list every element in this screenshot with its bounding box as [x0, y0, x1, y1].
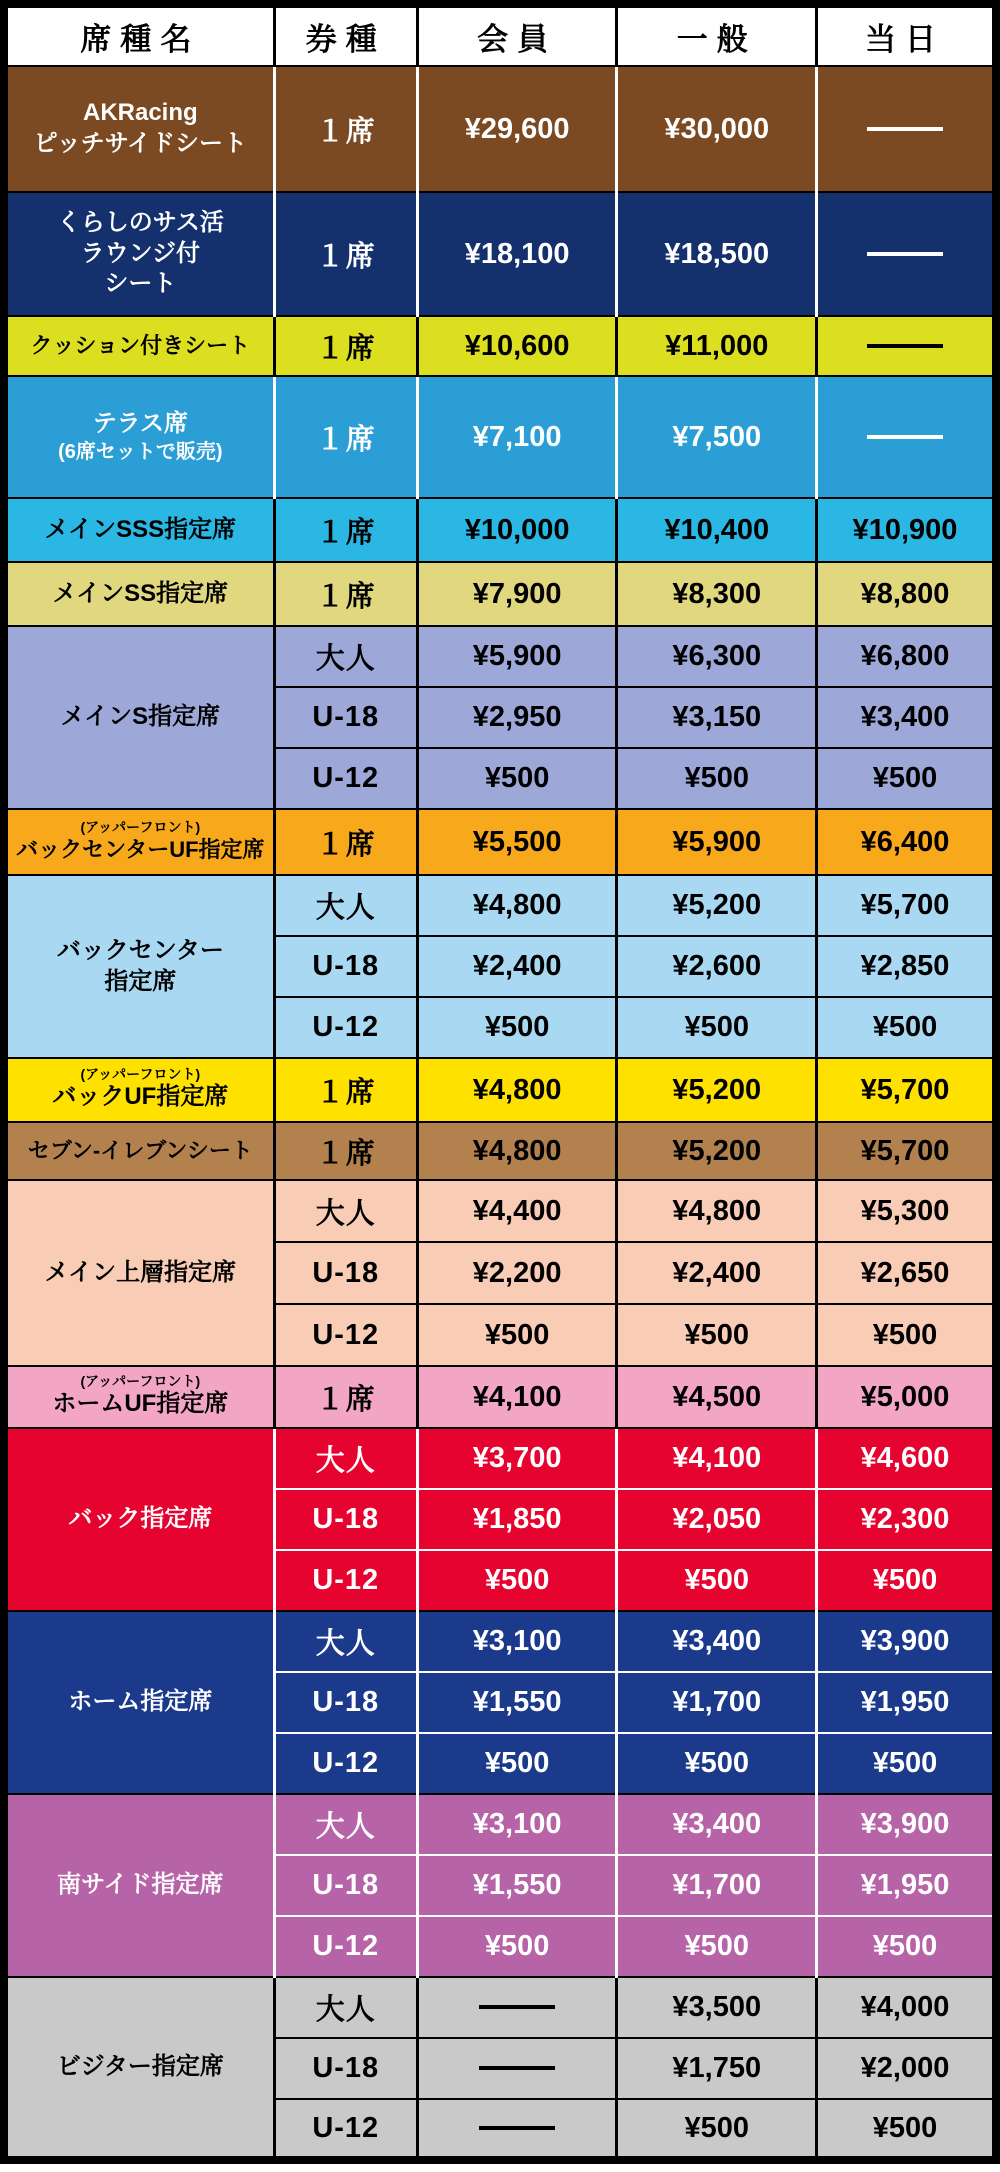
- sameday-price-cell: ¥5,700: [817, 1058, 996, 1122]
- seat-name-cell: [4, 809, 274, 875]
- member-price-cell: ¥3,100: [417, 1611, 617, 1672]
- general-price-cell: ¥500: [617, 1550, 817, 1611]
- member-price-cell: ¥500: [417, 748, 617, 809]
- general-price-cell: ¥4,800: [617, 1180, 817, 1242]
- seat-name-line: 指定席: [104, 967, 177, 995]
- general-price-cell: ¥18,500: [617, 192, 817, 316]
- member-price-cell: [417, 2099, 617, 2160]
- ticket-type-cell: U-18: [274, 1242, 417, 1304]
- sameday-price-cell: ¥2,650: [817, 1242, 996, 1304]
- ticket-type-cell: U-12: [274, 1550, 417, 1611]
- sameday-price-cell: ¥5,000: [817, 1366, 996, 1428]
- general-price-cell: ¥3,400: [617, 1611, 817, 1672]
- col-header-general: 一般: [617, 4, 817, 66]
- seat-name-line: バックセンター: [56, 936, 224, 964]
- seat-name-line: ホームUF指定席: [52, 1390, 229, 1418]
- sameday-price-cell: [817, 376, 996, 498]
- table-row: [4, 562, 996, 626]
- general-price-cell: ¥500: [617, 1916, 817, 1977]
- seat-name-line: メインS指定席: [60, 703, 221, 731]
- table-row: [4, 1180, 996, 1242]
- seat-name-cell: [4, 1180, 274, 1366]
- seat-name-cell: [4, 1611, 274, 1794]
- general-price-cell: ¥1,700: [617, 1855, 817, 1916]
- seat-name-superscript: (アッパーフロント): [80, 819, 201, 836]
- table-row: [4, 626, 996, 687]
- member-price-cell: ¥3,100: [417, 1794, 617, 1855]
- table-row: [4, 1794, 996, 1855]
- member-price-cell: ¥2,950: [417, 687, 617, 748]
- seat-name-cell: [4, 1977, 274, 2160]
- member-price-cell: ¥7,900: [417, 562, 617, 626]
- seat-name-cell: [4, 1794, 274, 1977]
- ticket-type-cell: １席: [274, 1366, 417, 1428]
- sameday-price-cell: ¥2,850: [817, 936, 996, 997]
- member-price-cell: ¥500: [417, 997, 617, 1058]
- ticket-type-cell: 大人: [274, 626, 417, 687]
- not-on-sale-dash: [479, 2126, 555, 2130]
- ticket-type-cell: １席: [274, 562, 417, 626]
- not-on-sale-dash: [867, 435, 943, 439]
- general-price-cell: ¥500: [617, 1304, 817, 1366]
- member-price-cell: ¥1,850: [417, 1489, 617, 1550]
- member-price-cell: [417, 1977, 617, 2038]
- sameday-price-cell: [817, 66, 996, 192]
- member-price-cell: ¥5,900: [417, 626, 617, 687]
- not-on-sale-dash: [867, 252, 943, 256]
- seat-name-line: ホーム指定席: [68, 1688, 213, 1716]
- general-price-cell: ¥8,300: [617, 562, 817, 626]
- ticket-type-cell: 大人: [274, 1428, 417, 1489]
- member-price-cell: ¥5,500: [417, 809, 617, 875]
- general-price-cell: ¥30,000: [617, 66, 817, 192]
- member-price-cell: ¥18,100: [417, 192, 617, 316]
- member-price-cell: ¥4,400: [417, 1180, 617, 1242]
- table-row: [4, 875, 996, 936]
- sameday-price-cell: ¥4,600: [817, 1428, 996, 1489]
- general-price-cell: ¥500: [617, 1733, 817, 1794]
- ticket-type-cell: U-18: [274, 687, 417, 748]
- member-price-cell: ¥2,400: [417, 936, 617, 997]
- sameday-price-cell: ¥3,900: [817, 1794, 996, 1855]
- seat-name-line: 南サイド指定席: [57, 1871, 224, 1899]
- general-price-cell: ¥500: [617, 748, 817, 809]
- sameday-price-cell: ¥500: [817, 1550, 996, 1611]
- general-price-cell: ¥500: [617, 997, 817, 1058]
- general-price-cell: ¥5,200: [617, 875, 817, 936]
- member-price-cell: ¥4,100: [417, 1366, 617, 1428]
- sameday-price-cell: ¥1,950: [817, 1672, 996, 1733]
- ticket-type-cell: １席: [274, 316, 417, 376]
- ticket-type-cell: U-18: [274, 936, 417, 997]
- ticket-type-cell: １席: [274, 66, 417, 192]
- general-price-cell: ¥500: [617, 2099, 817, 2160]
- seat-name-line: クッション付きシート: [30, 332, 251, 358]
- table-row: [4, 1977, 996, 2038]
- sameday-price-cell: ¥10,900: [817, 498, 996, 562]
- member-price-cell: ¥10,600: [417, 316, 617, 376]
- not-on-sale-dash: [479, 2066, 555, 2070]
- seat-name-line: バックセンターUF指定席: [16, 836, 265, 862]
- general-price-cell: ¥5,200: [617, 1122, 817, 1180]
- ticket-type-cell: １席: [274, 498, 417, 562]
- seat-name-line: メインSS指定席: [52, 579, 229, 607]
- member-price-cell: ¥10,000: [417, 498, 617, 562]
- general-price-cell: ¥2,050: [617, 1489, 817, 1550]
- general-price-cell: ¥2,400: [617, 1242, 817, 1304]
- not-on-sale-dash: [867, 127, 943, 131]
- general-price-cell: ¥2,600: [617, 936, 817, 997]
- ticket-type-cell: U-18: [274, 1672, 417, 1733]
- seat-name-line: ビジター指定席: [56, 2052, 224, 2080]
- ticket-type-cell: １席: [274, 192, 417, 316]
- sameday-price-cell: ¥5,700: [817, 1122, 996, 1180]
- seat-name-line: AKRacing: [82, 99, 198, 127]
- general-price-cell: ¥5,900: [617, 809, 817, 875]
- header-row: [4, 4, 996, 66]
- sameday-price-cell: ¥6,400: [817, 809, 996, 875]
- price-table-body: [4, 66, 996, 2160]
- sameday-price-cell: ¥500: [817, 1733, 996, 1794]
- ticket-type-cell: 大人: [274, 1977, 417, 2038]
- member-price-cell: ¥1,550: [417, 1855, 617, 1916]
- general-price-cell: ¥3,500: [617, 1977, 817, 2038]
- member-price-cell: ¥500: [417, 1550, 617, 1611]
- sameday-price-cell: ¥500: [817, 997, 996, 1058]
- ticket-type-cell: U-12: [274, 748, 417, 809]
- general-price-cell: ¥5,200: [617, 1058, 817, 1122]
- general-price-cell: ¥3,400: [617, 1794, 817, 1855]
- sameday-price-cell: ¥3,900: [817, 1611, 996, 1672]
- general-price-cell: ¥4,100: [617, 1428, 817, 1489]
- seat-name-line: シート: [104, 270, 177, 298]
- seat-name-line: バックUF指定席: [52, 1083, 229, 1111]
- ticket-type-cell: U-12: [274, 997, 417, 1058]
- general-price-cell: ¥3,150: [617, 687, 817, 748]
- seat-name-superscript: (アッパーフロント): [80, 1065, 201, 1082]
- seat-name-line: メインSSS指定席: [44, 515, 237, 543]
- general-price-cell: ¥10,400: [617, 498, 817, 562]
- member-price-cell: ¥7,100: [417, 376, 617, 498]
- col-header-seat-name: 席種名: [4, 4, 274, 66]
- ticket-type-cell: U-12: [274, 2099, 417, 2160]
- seat-name-cell: [4, 875, 274, 1058]
- member-price-cell: ¥29,600: [417, 66, 617, 192]
- ticket-type-cell: U-18: [274, 1855, 417, 1916]
- col-header-sameday: 当日: [817, 4, 996, 66]
- seat-name-superscript: (アッパーフロント): [80, 1372, 201, 1389]
- seat-name-line: メイン上層指定席: [44, 1258, 237, 1286]
- not-on-sale-dash: [479, 2005, 555, 2009]
- sameday-price-cell: ¥500: [817, 748, 996, 809]
- member-price-cell: ¥4,800: [417, 1058, 617, 1122]
- sameday-price-cell: [817, 316, 996, 376]
- member-price-cell: ¥500: [417, 1733, 617, 1794]
- ticket-type-cell: １席: [274, 1122, 417, 1180]
- seat-name-cell: [4, 498, 274, 562]
- general-price-cell: ¥1,700: [617, 1672, 817, 1733]
- col-header-ticket-type: 券種: [274, 4, 417, 66]
- seat-name-line: くらしのサス活: [56, 208, 224, 236]
- general-price-cell: ¥4,500: [617, 1366, 817, 1428]
- ticket-type-cell: １席: [274, 1058, 417, 1122]
- seat-name-cell: [4, 316, 274, 376]
- table-row: [4, 66, 996, 192]
- sameday-price-cell: ¥2,300: [817, 1489, 996, 1550]
- table-row: [4, 498, 996, 562]
- seat-name-cell: [4, 66, 274, 192]
- ticket-type-cell: U-18: [274, 1489, 417, 1550]
- table-row: [4, 376, 996, 498]
- ticket-type-cell: U-12: [274, 1916, 417, 1977]
- seat-name-cell: [4, 376, 274, 498]
- seat-name-line: テラス席: [92, 409, 188, 437]
- sameday-price-cell: ¥6,800: [817, 626, 996, 687]
- ticket-type-cell: U-12: [274, 1733, 417, 1794]
- member-price-cell: ¥2,200: [417, 1242, 617, 1304]
- member-price-cell: ¥4,800: [417, 1122, 617, 1180]
- sameday-price-cell: ¥5,700: [817, 875, 996, 936]
- seat-name-cell: [4, 192, 274, 316]
- seat-name-cell: [4, 1428, 274, 1611]
- general-price-cell: ¥11,000: [617, 316, 817, 376]
- col-header-member: 会員: [417, 4, 617, 66]
- ticket-type-cell: 大人: [274, 875, 417, 936]
- sameday-price-cell: ¥4,000: [817, 1977, 996, 2038]
- general-price-cell: ¥1,750: [617, 2038, 817, 2099]
- member-price-cell: ¥500: [417, 1304, 617, 1366]
- member-price-cell: ¥1,550: [417, 1672, 617, 1733]
- sameday-price-cell: ¥500: [817, 1916, 996, 1977]
- ticket-type-cell: U-18: [274, 2038, 417, 2099]
- table-row: [4, 1122, 996, 1180]
- seat-name-line: バック指定席: [68, 1505, 213, 1533]
- table-row: [4, 316, 996, 376]
- seat-name-line: セブン-イレブンシート: [27, 1137, 253, 1163]
- general-price-cell: ¥7,500: [617, 376, 817, 498]
- table-row: [4, 192, 996, 316]
- sameday-price-cell: [817, 192, 996, 316]
- seat-name-line: ピッチサイドシート: [33, 130, 248, 157]
- general-price-cell: ¥6,300: [617, 626, 817, 687]
- ticket-type-cell: U-12: [274, 1304, 417, 1366]
- ticket-type-cell: １席: [274, 376, 417, 498]
- seat-name-cell: [4, 1058, 274, 1122]
- sameday-price-cell: ¥3,400: [817, 687, 996, 748]
- sameday-price-cell: ¥2,000: [817, 2038, 996, 2099]
- table-row: [4, 1611, 996, 1672]
- table-row: [4, 1366, 996, 1428]
- sameday-price-cell: ¥500: [817, 1304, 996, 1366]
- not-on-sale-dash: [867, 344, 943, 348]
- sameday-price-cell: ¥500: [817, 2099, 996, 2160]
- ticket-type-cell: １席: [274, 809, 417, 875]
- seat-name-line: (6席セットで販売): [58, 440, 223, 463]
- seat-name-cell: [4, 1366, 274, 1428]
- table-row: [4, 1428, 996, 1489]
- sameday-price-cell: ¥5,300: [817, 1180, 996, 1242]
- sameday-price-cell: ¥8,800: [817, 562, 996, 626]
- ticket-type-cell: 大人: [274, 1794, 417, 1855]
- member-price-cell: ¥4,800: [417, 875, 617, 936]
- seat-name-cell: [4, 626, 274, 809]
- seat-name-line: ラウンジ付: [80, 239, 201, 267]
- ticket-type-cell: 大人: [274, 1611, 417, 1672]
- member-price-cell: ¥3,700: [417, 1428, 617, 1489]
- seat-name-cell: [4, 1122, 274, 1180]
- sameday-price-cell: ¥1,950: [817, 1855, 996, 1916]
- member-price-cell: [417, 2038, 617, 2099]
- ticket-type-cell: 大人: [274, 1180, 417, 1242]
- member-price-cell: ¥500: [417, 1916, 617, 1977]
- table-row: [4, 1058, 996, 1122]
- table-row: [4, 809, 996, 875]
- seat-name-cell: [4, 562, 274, 626]
